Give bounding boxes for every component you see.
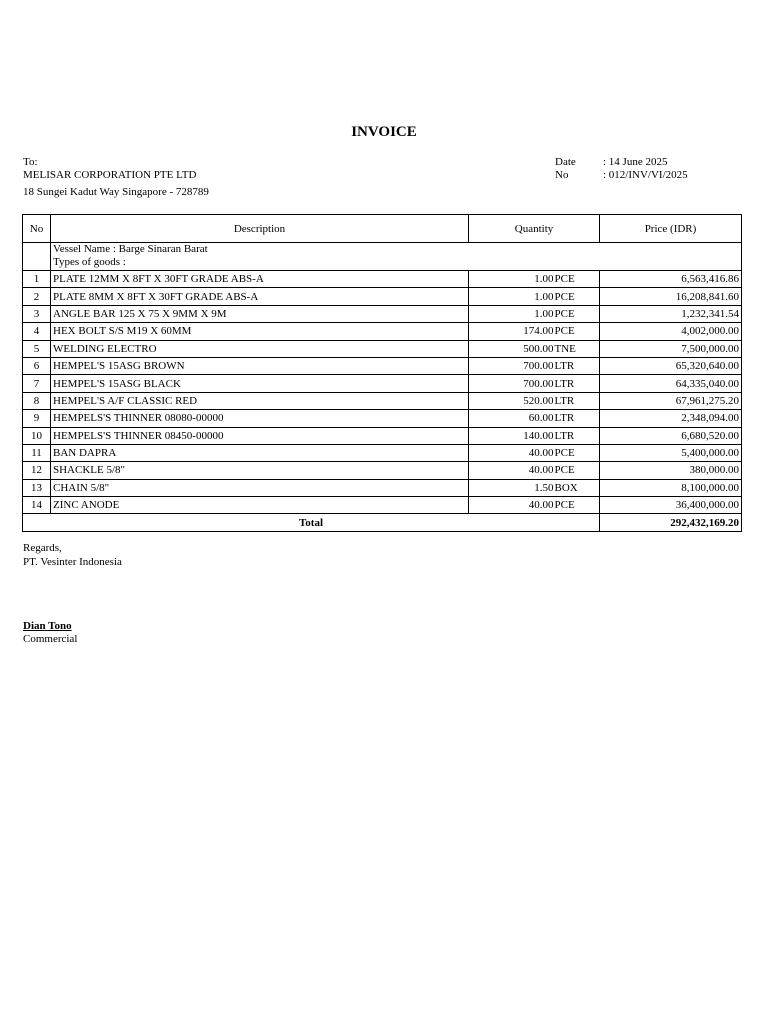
table-row — [23, 479, 742, 496]
item-quantity: 40.00 — [469, 462, 554, 479]
table-row — [23, 462, 742, 479]
header-no: No — [23, 215, 51, 243]
item-unit: BOX — [554, 479, 600, 496]
item-unit: PCE — [554, 444, 600, 461]
item-quantity: 520.00 — [469, 392, 554, 409]
item-price: 64,335,040.00 — [600, 375, 742, 392]
table-row — [23, 271, 742, 288]
item-no: 7 — [23, 375, 51, 392]
table-row — [23, 288, 742, 305]
sender-company: PT. Vesinter Indonesia — [23, 556, 122, 568]
item-description: HEMPELS'S THINNER 08080-00000 — [51, 410, 469, 427]
vessel-name: Vessel Name : Barge Sinaran Barat — [53, 243, 208, 255]
item-no: 6 — [23, 357, 51, 374]
item-description: WELDING ELECTRO — [51, 340, 469, 357]
signer-title: Commercial — [23, 633, 78, 645]
item-no: 10 — [23, 427, 51, 444]
item-price: 16,208,841.60 — [600, 288, 742, 305]
item-description: PLATE 8MM X 8FT X 30FT GRADE ABS-A — [51, 288, 469, 305]
table-row — [23, 497, 742, 514]
item-unit: PCE — [554, 305, 600, 322]
item-quantity: 174.00 — [469, 323, 554, 340]
table-row — [23, 340, 742, 357]
item-unit: PCE — [554, 462, 600, 479]
item-quantity: 700.00 — [469, 375, 554, 392]
item-unit: LTR — [554, 392, 600, 409]
invoice-number-value: : 012/INV/VI/2025 — [603, 169, 688, 181]
item-quantity: 1.00 — [469, 271, 554, 288]
item-no: 4 — [23, 323, 51, 340]
item-description: HEMPEL'S 15ASG BLACK — [51, 375, 469, 392]
item-quantity: 1.00 — [469, 305, 554, 322]
item-price: 36,400,000.00 — [600, 497, 742, 514]
item-description: HEMPEL'S A/F CLASSIC RED — [51, 392, 469, 409]
item-description: PLATE 12MM X 8FT X 30FT GRADE ABS-A — [51, 271, 469, 288]
item-price: 7,500,000.00 — [600, 340, 742, 357]
total-row — [23, 514, 742, 531]
item-price: 5,400,000.00 — [600, 444, 742, 461]
item-description: HEMPELS'S THINNER 08450-00000 — [51, 427, 469, 444]
recipient-address: 18 Sungei Kadut Way Singapore - 728789 — [23, 186, 209, 198]
item-no: 5 — [23, 340, 51, 357]
item-price: 67,961,275.20 — [600, 392, 742, 409]
item-no: 11 — [23, 444, 51, 461]
item-no: 1 — [23, 271, 51, 288]
item-quantity: 40.00 — [469, 444, 554, 461]
goods-type-label: Types of goods : — [53, 256, 126, 268]
vessel-no-cell — [23, 243, 51, 271]
vessel-info-row — [23, 243, 742, 271]
regards-text: Regards, — [23, 542, 62, 554]
item-price: 2,348,094.00 — [600, 410, 742, 427]
total-value: 292,432,169.20 — [600, 514, 742, 531]
item-no: 2 — [23, 288, 51, 305]
total-label: Total — [23, 514, 600, 531]
item-description: CHAIN 5/8" — [51, 479, 469, 496]
table-row — [23, 357, 742, 374]
item-quantity: 700.00 — [469, 357, 554, 374]
table-row — [23, 427, 742, 444]
item-no: 3 — [23, 305, 51, 322]
invoice-number-label: No — [555, 169, 569, 181]
vessel-info-cell — [51, 243, 742, 271]
table-row — [23, 410, 742, 427]
item-unit: TNE — [554, 340, 600, 357]
item-quantity: 60.00 — [469, 410, 554, 427]
header-price: Price (IDR) — [600, 215, 742, 243]
table-row — [23, 392, 742, 409]
item-quantity: 500.00 — [469, 340, 554, 357]
table-header-row — [23, 215, 742, 243]
item-price: 65,320,640.00 — [600, 357, 742, 374]
item-description: HEMPEL'S 15ASG BROWN — [51, 357, 469, 374]
item-unit: LTR — [554, 427, 600, 444]
recipient-name: MELISAR CORPORATION PTE LTD — [23, 169, 197, 181]
item-price: 380,000.00 — [600, 462, 742, 479]
item-price: 6,563,416.86 — [600, 271, 742, 288]
invoice-title: INVOICE — [351, 124, 417, 140]
item-description: BAN DAPRA — [51, 444, 469, 461]
item-price: 8,100,000.00 — [600, 479, 742, 496]
table-row — [23, 305, 742, 322]
item-unit: PCE — [554, 288, 600, 305]
item-description: ANGLE BAR 125 X 75 X 9MM X 9M — [51, 305, 469, 322]
item-description: SHACKLE 5/8" — [51, 462, 469, 479]
item-no: 13 — [23, 479, 51, 496]
date-value: : 14 June 2025 — [603, 156, 668, 168]
item-price: 1,232,341.54 — [600, 305, 742, 322]
item-no: 9 — [23, 410, 51, 427]
header-description: Description — [51, 215, 469, 243]
item-description: HEX BOLT S/S M19 X 60MM — [51, 323, 469, 340]
item-quantity: 40.00 — [469, 497, 554, 514]
item-description: ZINC ANODE — [51, 497, 469, 514]
to-label: To: — [23, 156, 38, 168]
item-price: 6,680,520.00 — [600, 427, 742, 444]
item-quantity: 1.50 — [469, 479, 554, 496]
item-unit: PCE — [554, 323, 600, 340]
item-quantity: 140.00 — [469, 427, 554, 444]
header-quantity: Quantity — [469, 215, 600, 243]
table-row — [23, 323, 742, 340]
item-unit: LTR — [554, 410, 600, 427]
item-unit: PCE — [554, 271, 600, 288]
table-row — [23, 375, 742, 392]
date-label: Date — [555, 156, 576, 168]
item-unit: PCE — [554, 497, 600, 514]
table-row — [23, 444, 742, 461]
item-no: 12 — [23, 462, 51, 479]
invoice-items-table — [22, 214, 742, 532]
item-unit: LTR — [554, 357, 600, 374]
item-price: 4,002,000.00 — [600, 323, 742, 340]
item-no: 8 — [23, 392, 51, 409]
item-unit: LTR — [554, 375, 600, 392]
item-quantity: 1.00 — [469, 288, 554, 305]
item-no: 14 — [23, 497, 51, 514]
signer-name: Dian Tono — [23, 620, 72, 632]
